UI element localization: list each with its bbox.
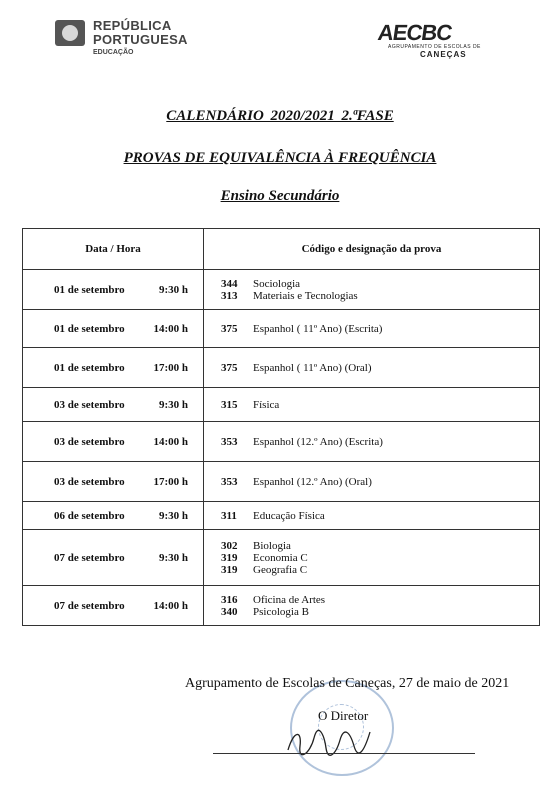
exam-time: 9:30 h bbox=[158, 551, 188, 564]
exam-cell bbox=[204, 348, 540, 388]
exam-date: 07 de setembro bbox=[54, 599, 125, 612]
exam-entry bbox=[221, 476, 538, 488]
exam-code: 311 bbox=[221, 509, 237, 522]
exam-code: 319 bbox=[221, 551, 238, 564]
table-row bbox=[23, 462, 540, 502]
exam-code: 302 bbox=[221, 539, 238, 552]
signature-line bbox=[213, 753, 475, 754]
date-time-cell bbox=[23, 310, 204, 348]
school-logo-subtitle: AGRUPAMENTO DE ESCOLAS DE bbox=[388, 44, 481, 50]
table-row bbox=[23, 422, 540, 462]
coat-of-arms-icon bbox=[55, 20, 85, 46]
exam-entry bbox=[221, 399, 538, 411]
logo-line-2: PORTUGUESA bbox=[93, 32, 188, 47]
director-label: O Diretor bbox=[318, 708, 369, 723]
exam-code: 353 bbox=[221, 435, 238, 448]
table-row bbox=[23, 530, 540, 586]
exam-time: 14:00 h bbox=[153, 322, 188, 335]
table-row bbox=[23, 586, 540, 626]
exam-date: 07 de setembro bbox=[54, 551, 125, 564]
date-time-cell bbox=[23, 530, 204, 586]
calendar-title: CALENDÁRIO 2020/2021 2.ªFASE bbox=[166, 108, 394, 124]
exam-name: Espanhol ( 11º Ano) (Oral) bbox=[253, 361, 372, 374]
exam-entry bbox=[221, 362, 538, 374]
exam-cell bbox=[204, 586, 540, 626]
school-logo-mark: AECBC bbox=[376, 20, 454, 45]
exam-entry bbox=[221, 290, 538, 302]
logo-line-3: EDUCAÇÃO bbox=[93, 49, 134, 56]
exam-date: 03 de setembro bbox=[54, 475, 125, 488]
place-and-date: Agrupamento de Escolas de Caneças, 27 de maio de 2021 bbox=[185, 676, 510, 691]
exam-code: 375 bbox=[221, 361, 238, 374]
exam-cell bbox=[204, 270, 540, 310]
exam-date: 01 de setembro bbox=[54, 322, 125, 335]
date-time-header: Data / Hora bbox=[23, 229, 204, 270]
exam-time: 17:00 h bbox=[153, 361, 188, 374]
exam-name: Espanhol (12.º Ano) (Oral) bbox=[253, 475, 372, 488]
exam-code: 344 bbox=[221, 277, 238, 290]
exam-name: Oficina de Artes bbox=[253, 593, 326, 606]
exam-code: 375 bbox=[221, 322, 238, 335]
exam-code-header: Código e designação da prova bbox=[204, 229, 540, 270]
exam-cell bbox=[204, 462, 540, 502]
exam-name: Física bbox=[253, 398, 280, 411]
education-level-title: Ensino Secundário bbox=[220, 188, 340, 204]
date-time-cell bbox=[23, 348, 204, 388]
exam-date: 06 de setembro bbox=[54, 509, 125, 522]
exam-entry bbox=[221, 552, 538, 564]
exam-name: Educação Física bbox=[253, 509, 325, 522]
table-row bbox=[23, 270, 540, 310]
exam-date: 01 de setembro bbox=[54, 283, 125, 296]
exam-code: 340 bbox=[221, 605, 238, 618]
table-header-row bbox=[23, 229, 540, 270]
exam-entry bbox=[221, 564, 538, 576]
republica-portuguesa-logo bbox=[55, 18, 215, 58]
exam-name: Biologia bbox=[253, 539, 291, 552]
logo-line-1: REPÚBLICA bbox=[93, 18, 172, 33]
school-group-logo bbox=[378, 20, 503, 58]
exam-cell bbox=[204, 422, 540, 462]
date-time-cell bbox=[23, 462, 204, 502]
exam-cell bbox=[204, 310, 540, 348]
exam-code: 353 bbox=[221, 475, 238, 488]
date-time-cell bbox=[23, 270, 204, 310]
exam-time: 14:00 h bbox=[153, 599, 188, 612]
table-row bbox=[23, 348, 540, 388]
table-row bbox=[23, 388, 540, 422]
table-row bbox=[23, 502, 540, 530]
exam-entry bbox=[221, 510, 538, 522]
exam-date: 01 de setembro bbox=[54, 361, 125, 374]
exam-cell bbox=[204, 530, 540, 586]
exam-name: Economia C bbox=[253, 551, 308, 564]
exam-entry bbox=[221, 594, 538, 606]
exam-code: 319 bbox=[221, 563, 238, 576]
exam-schedule-table bbox=[22, 228, 540, 626]
exam-name: Espanhol (12.º Ano) (Escrita) bbox=[253, 435, 383, 448]
exam-date: 03 de setembro bbox=[54, 398, 125, 411]
exam-code: 315 bbox=[221, 398, 238, 411]
date-time-cell bbox=[23, 388, 204, 422]
exam-code: 316 bbox=[221, 593, 238, 606]
date-time-cell bbox=[23, 502, 204, 530]
exam-cell bbox=[204, 388, 540, 422]
exam-date: 03 de setembro bbox=[54, 435, 125, 448]
exam-time: 14:00 h bbox=[153, 435, 188, 448]
exam-time: 9:30 h bbox=[158, 398, 188, 411]
exam-code: 313 bbox=[221, 289, 238, 302]
exam-entry bbox=[221, 606, 538, 618]
exam-entry bbox=[221, 323, 538, 335]
exam-name: Geografia C bbox=[253, 563, 308, 576]
exam-entry bbox=[221, 278, 538, 290]
exam-type-title: PROVAS DE EQUIVALÊNCIA À FREQUÊNCIA bbox=[123, 150, 437, 166]
school-logo-name: CANEÇAS bbox=[420, 50, 467, 59]
exam-time: 9:30 h bbox=[158, 509, 188, 522]
exam-time: 9:30 h bbox=[158, 283, 188, 296]
exam-entry bbox=[221, 540, 538, 552]
exam-name: Psicologia B bbox=[253, 605, 309, 618]
exam-cell bbox=[204, 502, 540, 530]
exam-name: Materiais e Tecnologias bbox=[253, 289, 358, 302]
date-time-cell bbox=[23, 586, 204, 626]
exam-name: Sociologia bbox=[253, 277, 301, 290]
exam-name: Espanhol ( 11º Ano) (Escrita) bbox=[253, 322, 383, 335]
table-row bbox=[23, 310, 540, 348]
date-time-cell bbox=[23, 422, 204, 462]
exam-time: 17:00 h bbox=[153, 475, 188, 488]
exam-entry bbox=[221, 436, 538, 448]
